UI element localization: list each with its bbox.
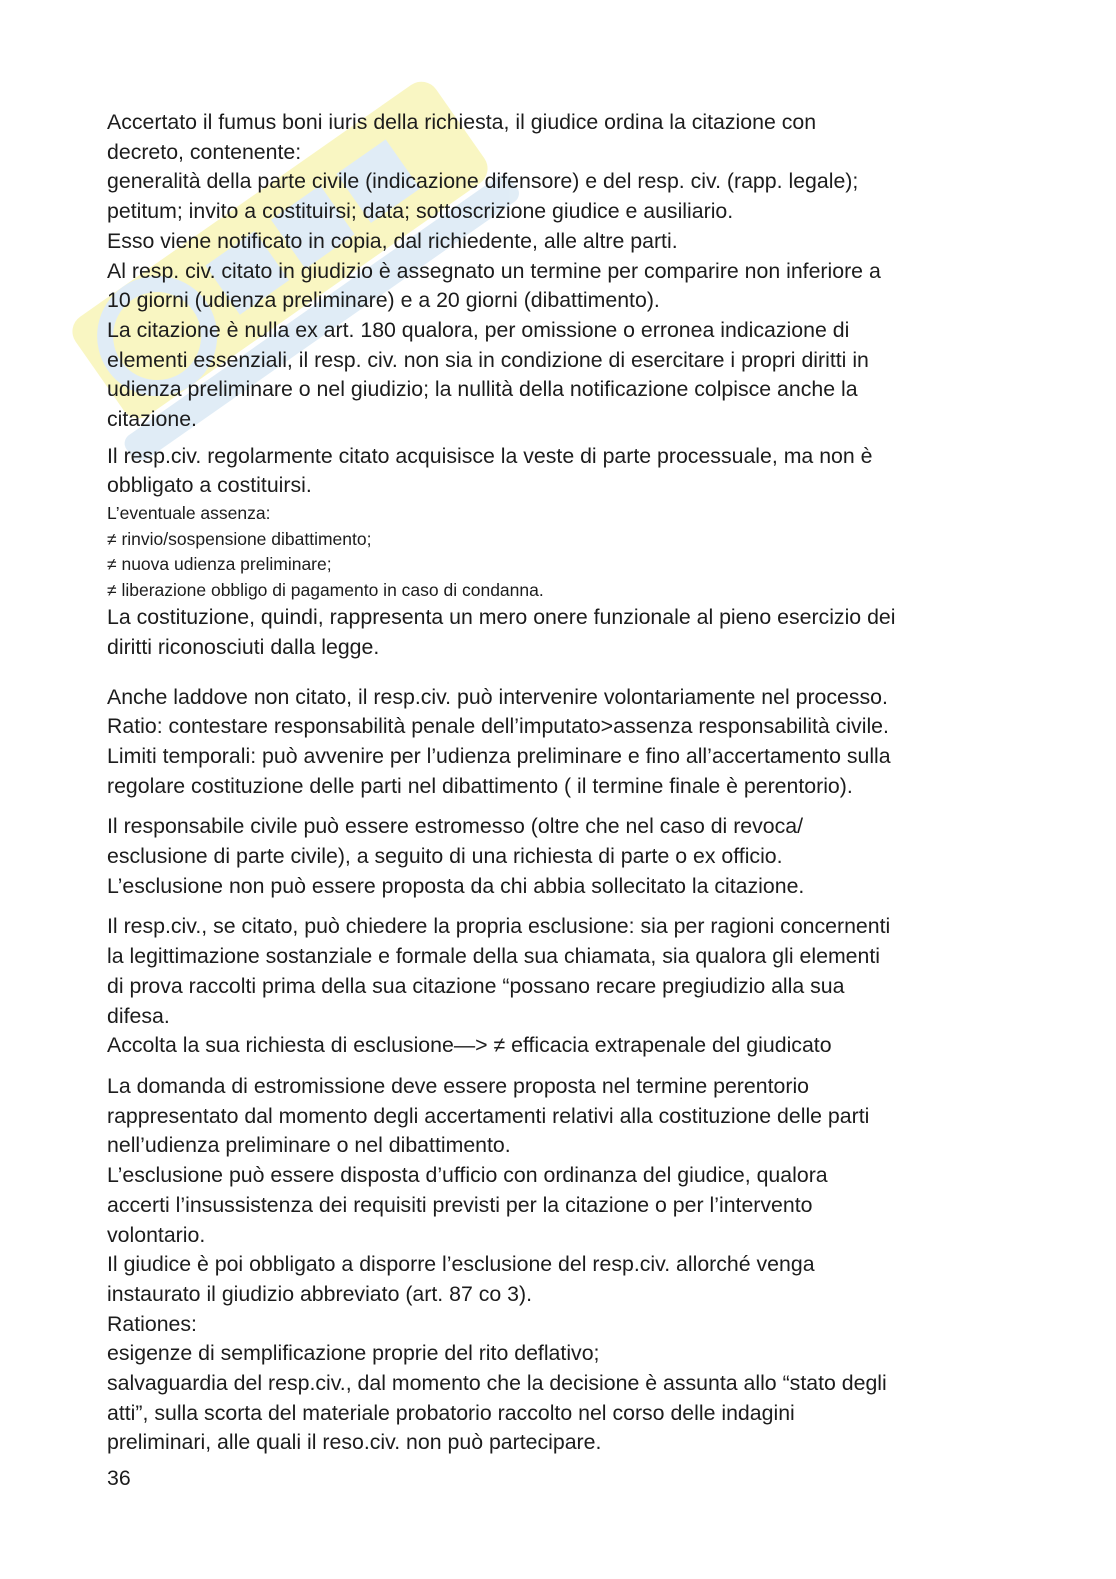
page-number: 36 (107, 1466, 131, 1490)
list-assenza: L’eventuale assenza: ≠ rinvio/sospensione dibattimento; ≠ nuova udienza preliminare; ≠ liberazione obbligo di pagamento in caso di condanna. (107, 503, 544, 600)
paragraph-citazione: Accertato il fumus boni iuris della richiesta, il giudice ordina la citazione con decreto, contenente: generalità della parte civile (indicazione difensore) e del resp. civ. (rapp. legale); petitum; invito a costituirsi; data; sottoscrizione giudice e ausiliario. Esso viene notificato in copia, dal richiedente, alle altre parti. Al resp. civ. citato in giudizio è assegnato un termine per comparire non inferiore a 10 giorni (udienza preliminare) e a 20 giorni (dibattimento). La citazione è nulla ex art. 180 qualora, per omissione o erronea indicazione di elementi essenziali, il resp. civ. non sia in condizione di esercitare i propri diritti in udienza preliminare o nel giudizio; la nullità della notificazione colpisce anche la citazione. (107, 110, 881, 432)
paragraph-domanda: La domanda di estromissione deve essere proposta nel termine perentorio rappresentato dal momento degli accertamenti relativi alla costituzione delle parti nell’udienza preliminare o nel dibattimento. L’esclusione può essere disposta d’ufficio con ordinanza del giudice, qualora accerti l’insussistenza dei requisiti previsti per la citazione o per l’intervento volontario. Il giudice è poi obbligato a disporre l’esclusione del resp.civ. allorché venga instaurato il giudizio abbreviato (art. 87 co 3). Rationes: esigenze di semplificazione proprie del rito deflativo; salvaguardia del resp.civ., dal momento che la decisione è assunta allo “stato degli atti”, sulla scorta del materiale probatorio raccolto nel corso delle indagini preliminari, alle quali il reso.civ. non può partecipare. (107, 1073, 887, 1455)
paragraph-costituzione: Il resp.civ. regolarmente citato acquisisce la veste di parte processuale, ma non è obbligato a costituirsi. (107, 443, 873, 498)
paragraph-esclusione: Il resp.civ., se citato, può chiedere la propria esclusione: sia per ragioni concernenti la legittimazione sostanziale e formale della sua chiamata, sia qualora gli elementi di prova raccolti prima della sua citazione “possano recare pregiudizio alla sua difesa. Accolta la sua richiesta di esclusione—> ≠ efficacia extrapenale del giudicato (107, 914, 891, 1058)
document-page (107, 108, 1012, 1458)
paragraph-estromissione: Il responsabile civile può essere estromesso (oltre che nel caso di revoca/ esclusione di parte civile), a seguito di una richiesta di parte o ex officio. L’esclusione non può essere proposta da chi abbia sollecitato la citazione. (107, 814, 805, 898)
paragraph-onere: La costituzione, quindi, rappresenta un mero onere funzionale al pieno esercizio dei diritti riconosciuti dalla legge. (107, 605, 896, 659)
paragraph-intervento: Anche laddove non citato, il resp.civ. può intervenire volontariamente nel processo. Ratio: contestare responsabilità penale dell’imputato>assenza responsabilità civile. Limiti temporali: può avvenire per l’udienza preliminare e fino all’accertamento sulla regolare costituzione delle parti nel dibattimento ( il termine finale è perentorio). (107, 684, 891, 798)
